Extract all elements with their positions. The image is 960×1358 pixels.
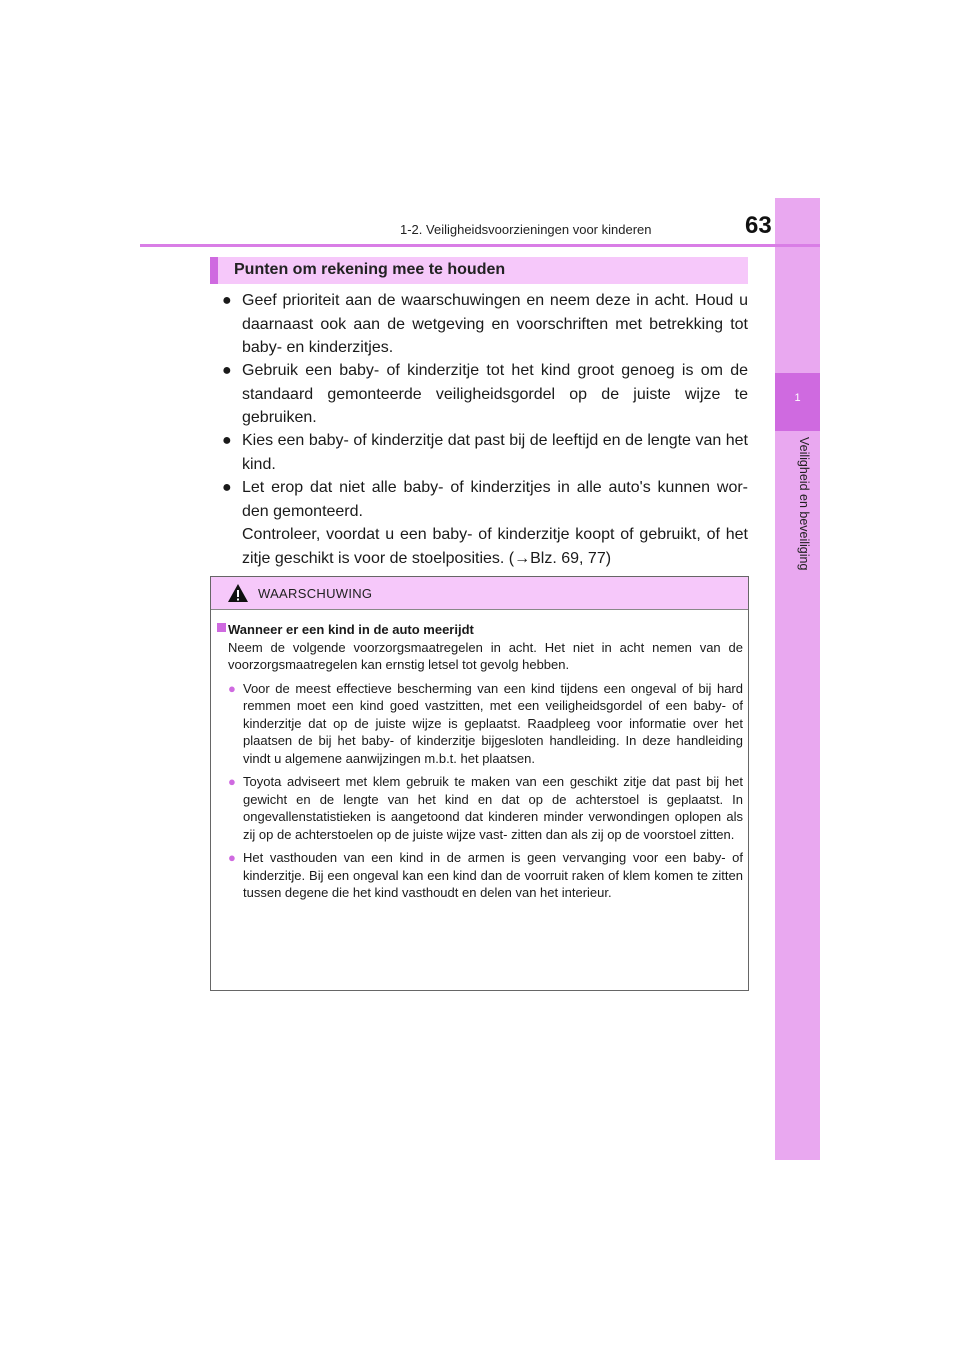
warning-subheading-text: Wanneer er een kind in de auto meerijdt	[228, 622, 474, 637]
warning-intro: Neem de volgende voorzorgsmaatregelen in acht. Het niet in acht nemen van de voorzorgsmaatregelen kan ernstig letsel tot gevolg hebben.	[228, 639, 743, 672]
bullet-extra-text: Controleer, voordat u een baby- of kinderzitje koopt of gebruikt, of het zitje geschikt is voor de stoelposities. (→Blz. 69, 77)	[242, 526, 748, 567]
warning-title: WAARSCHUWING	[258, 586, 373, 601]
section-title: 1-2. Veiligheidsvoorzieningen voor kinderen	[400, 222, 652, 237]
warning-subheading	[217, 621, 743, 639]
bullet-icon: ●	[228, 774, 236, 789]
page-number: 63	[745, 212, 772, 239]
square-bullet-icon	[217, 623, 226, 632]
header-rule	[140, 244, 820, 247]
warning-item	[217, 849, 743, 902]
chapter-label: Veiligheid en beveiliging	[797, 437, 811, 571]
side-tab	[775, 198, 820, 1160]
bullet-text: Let erop dat niet alle baby- of kinderzitjes in alle auto's kunnen wor- den gemonteerd.	[242, 479, 748, 520]
section-heading	[210, 257, 748, 284]
bullet-text: Gebruik een baby- of kinderzitje tot het kind groot genoeg is om de standaard gemonteerde veiligheidsgordel op de juiste wijze te gebruiken.	[242, 362, 748, 426]
list-item	[222, 289, 748, 360]
warning-item-text: Het vasthouden van een kind in de armen is geen vervanging voor een baby- of kinderzitje. Bij een ongeval kan een kind dan de voorruit raken of klem komen te zitten tussen degene die het kind vasthoudt en delen van het interieur.	[243, 850, 743, 900]
bullet-icon: ●	[222, 432, 232, 449]
bullet-icon: ●	[228, 850, 236, 865]
warning-box	[210, 576, 749, 991]
chapter-number: 1	[794, 392, 801, 404]
warning-item	[217, 680, 743, 768]
warning-content	[217, 621, 743, 902]
list-item	[222, 359, 748, 430]
section-heading-text: Punten om rekening mee te houden	[234, 261, 506, 278]
bullet-icon: ●	[222, 362, 232, 379]
warning-triangle-icon	[227, 583, 249, 603]
bullet-icon: ●	[228, 680, 236, 696]
list-item	[222, 429, 748, 476]
warning-item-text: Voor de meest effectieve bescherming van een kind tijdens een ongeval of bij hard remmen moet een kind goed vastzitten, met een veiligheidsgordel of een baby- of kinderzitje dat op de juiste wijze is geplaatst. Raadpleeg voor informatie over het plaatsen de bij het baby- of kinderzitje bijgesloten handleiding. In deze handleiding vindt u algemene aanwijzingen m.b.t. het plaatsen.	[243, 680, 743, 766]
bullet-icon: ●	[222, 479, 232, 496]
bullet-icon: ●	[222, 292, 232, 309]
warning-item-text: Toyota adviseert met klem gebruik te maken van een geschikt zitje dat past bij het gewicht en de lengte van het kind en dat op de achterstoel is geplaatst. In ongevallenstatistieken is aangetoond dat kinderen minder verwondingen oplopen als zij op de achterstoelen op de juiste wijze vast- zitten dan als zij op de voorstoel zitten.	[243, 774, 743, 842]
warning-item	[217, 773, 743, 843]
warning-header	[211, 577, 748, 610]
bullet-text: Geef prioriteit aan de waarschuwingen en neem deze in acht. Houd u daarnaast ook aan de wetgeving en voorschriften met betrekking tot baby- en kinderzitjes.	[242, 292, 748, 356]
list-item	[222, 476, 748, 570]
bullet-text: Kies een baby- of kinderzitje dat past bij de leeftijd en de lengte van het kind.	[242, 432, 748, 473]
